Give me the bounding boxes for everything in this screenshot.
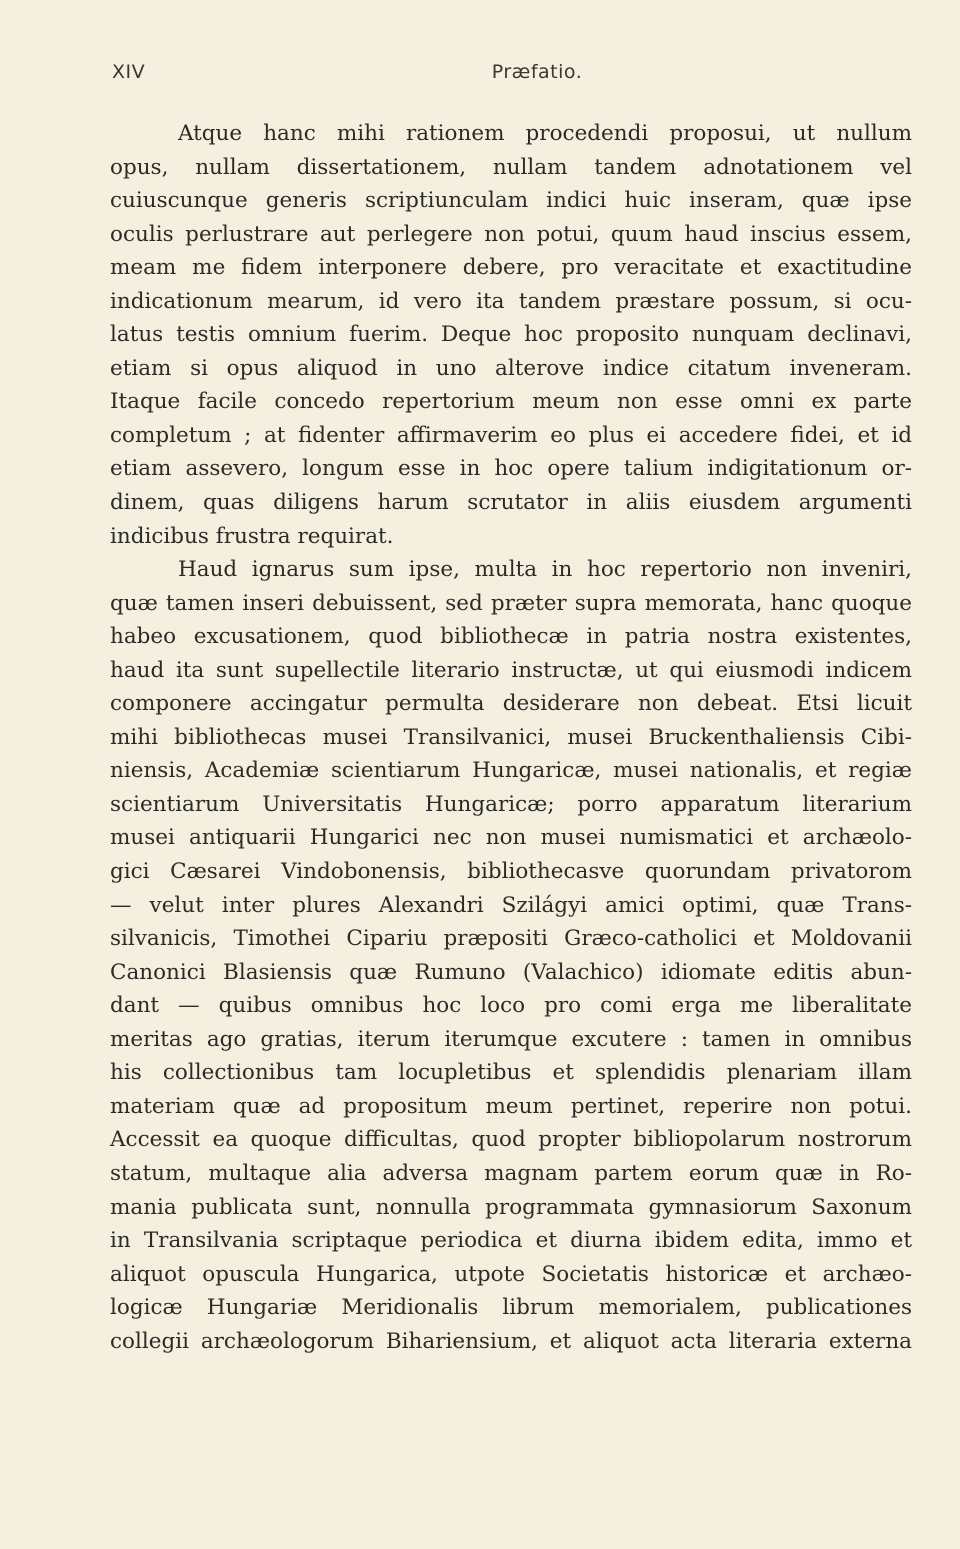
text-line: indicationum mearum, id vero ita tandem præstare possum, si ocu- [110, 288, 912, 314]
text-line: statum, multaque alia adversa magnam partem eorum quæ in Ro- [110, 1160, 912, 1186]
text-line: Accessit ea quoque difficultas, quod propter bibliopolarum nostrorum [110, 1127, 912, 1153]
text-line: dant — quibus omnibus hoc loco pro comi erga me liberalitate [110, 993, 912, 1019]
text-line: meritas ago gratias, iterum iterumque excutere : tamen in omnibus [110, 1026, 912, 1052]
text-line: materiam quæ ad propositum meum pertinet, reperire non potui. [110, 1093, 912, 1119]
text-line: Canonici Blasiensis quæ Rumuno (Valachico) idiomate editis abun- [110, 959, 912, 985]
text-line: in Transilvania scriptaque periodica et diurna ibidem edita, immo et [110, 1228, 912, 1254]
text-line: completum ; at fidenter affirmaverim eo plus ei accedere fidei, et id [110, 422, 912, 448]
text-line: silvanicis, Timothei Cipariu præpositi Græco-catholici et Moldovanii [110, 926, 912, 952]
text-line: cuiuscunque generis scriptiunculam indici huic inseram, quæ ipse [110, 188, 912, 214]
text-line: scientiarum Universitatis Hungaricæ; porro apparatum literarium [110, 791, 912, 817]
text-line: Haud ignarus sum ipse, multa in hoc repertorio non inveniri, [178, 557, 912, 583]
text-line: opus, nullam dissertationem, nullam tandem adnotationem vel [110, 154, 912, 180]
text-line: quæ tamen inseri debuissent, sed præter supra memorata, hanc quoque [110, 590, 912, 616]
text-line: latus testis omnium fuerim. Deque hoc proposito nunquam declinavi, [110, 322, 912, 348]
text-line: gici Cæsarei Vindobonensis, bibliothecasve quorundam privatorom [110, 859, 912, 885]
text-line: habeo excusationem, quod bibliothecæ in patria nostra existentes, [110, 624, 912, 650]
body-text [110, 117, 912, 1358]
text-line: Atque hanc mihi rationem procedendi proposui, ut nullum [178, 121, 912, 146]
page-number: XIV [112, 61, 146, 83]
text-line: musei antiquarii Hungarici nec non musei numismatici et archæolo- [110, 825, 912, 851]
text-line: — velut inter plures Alexandri Szilágyi amici optimi, quæ Trans- [110, 892, 912, 918]
text-line: logicæ Hungariæ Meridionalis librum memorialem, publicationes [110, 1295, 912, 1321]
text-line: haud ita sunt supellectile literario instructæ, ut qui eiusmodi indicem [110, 657, 912, 683]
page-header [112, 61, 912, 85]
text-line: aliquot opuscula Hungarica, utpote Societatis historicæ et archæo- [110, 1261, 912, 1287]
text-line: meam me fidem interponere debere, pro veracitate et exactitudine [110, 255, 912, 281]
text-line: niensis, Academiæ scientiarum Hungaricæ, musei nationalis, et regiæ [110, 758, 912, 784]
text-line: dinem, quas diligens harum scrutator in aliis eiusdem argumenti [110, 490, 912, 516]
text-line: Itaque facile concedo repertorium meum non esse omni ex parte [110, 389, 912, 415]
text-line: etiam assevero, longum esse in hoc opere talium indigitationum or- [110, 456, 912, 482]
text-line: oculis perlustrare aut perlegere non potui, quum haud inscius essem, [110, 221, 912, 247]
running-title: Præfatio. [491, 61, 583, 83]
text-line: collegii archæologorum Bihariensium, et aliquot acta literaria externa [110, 1328, 912, 1354]
text-line: componere accingatur permulta desiderare non debeat. Etsi licuit [110, 691, 912, 717]
text-line: etiam si opus aliquod in uno alterove indice citatum inveneram. [110, 355, 912, 381]
text-line: mania publicata sunt, nonnulla programmata gymnasiorum Saxonum [110, 1194, 912, 1220]
text-line: indicibus frustra requirat. [110, 523, 394, 549]
text-line: mihi bibliothecas musei Transilvanici, musei Bruckenthaliensis Cibi- [110, 724, 912, 750]
text-line: his collectionibus tam locupletibus et splendidis plenariam illam [110, 1060, 912, 1086]
